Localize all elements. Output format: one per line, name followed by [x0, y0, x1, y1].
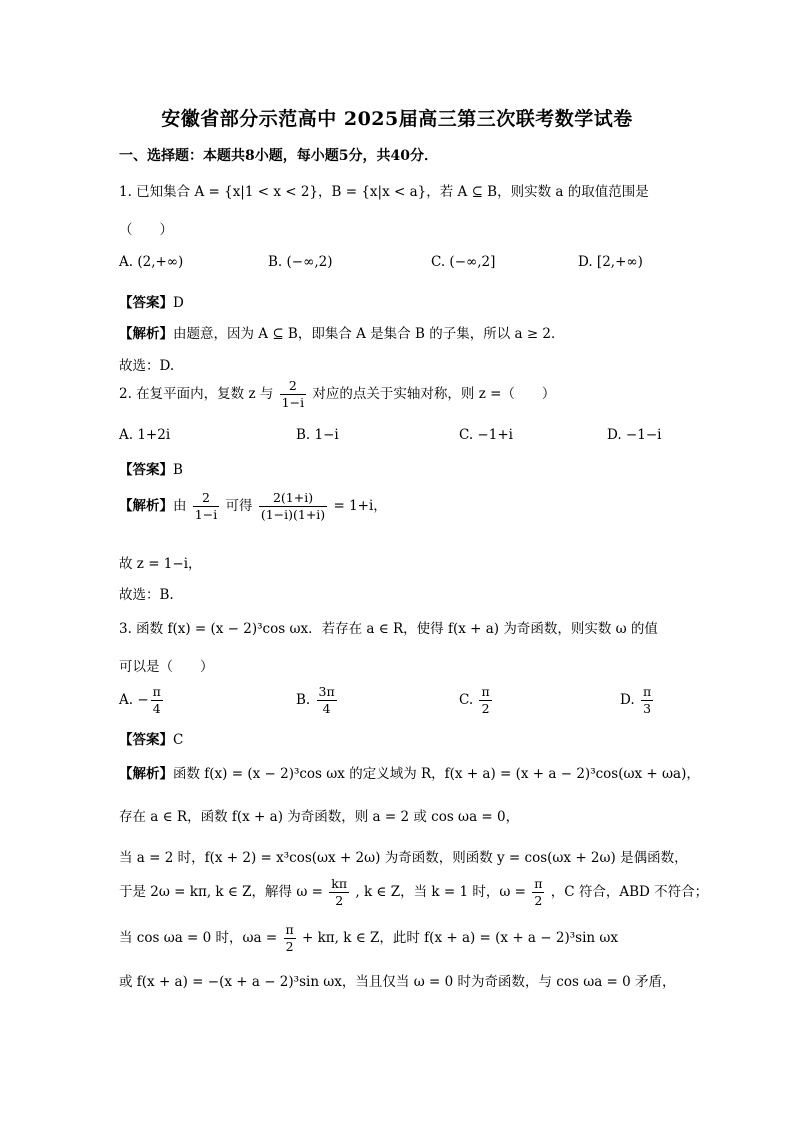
frac-numerator: kπ: [331, 876, 348, 891]
q2-analysis-fraction-2: [259, 490, 327, 523]
q1-paren: （ ）: [119, 222, 173, 238]
frac-denominator: 2: [534, 893, 543, 908]
q2-fraction: [280, 378, 306, 411]
analysis-text: 由题意，因为 A ⊆ B，即集合 A 是集合 B 的子集，所以 a ≥ 2．: [173, 326, 565, 342]
q1-answer: [119, 291, 184, 311]
q1-option-a: A. (2,+∞): [119, 254, 184, 270]
analysis-text: , k ∈ Z，当 k = 1 时，ω =: [355, 884, 526, 900]
frac-numerator: π: [642, 684, 652, 699]
q1-analysis: [119, 322, 565, 342]
q2-option-d: D. −1−i: [607, 427, 662, 443]
answer-label: 【答案】: [119, 732, 173, 748]
frac-numerator: 2: [280, 378, 306, 395]
q2-answer: [119, 458, 183, 478]
analysis-text: + kπ, k ∈ Z，此时 f(x + a) = (x + a − 2)³sin ωx: [302, 930, 618, 946]
q1-option-c: C. (−∞,2]: [431, 254, 496, 270]
option-label: D.: [620, 692, 635, 708]
q2-stem: [119, 378, 555, 411]
q3-answer: [119, 728, 183, 748]
q3-option-d: [620, 684, 655, 717]
q3-analysis-1: [119, 762, 700, 782]
q3-analysis-5: [119, 922, 618, 955]
analysis-label: 【解析】: [119, 766, 173, 782]
frac-denominator: 1−i: [194, 507, 218, 522]
q3-option-b: [296, 684, 339, 717]
frac-denominator: 2: [285, 939, 294, 954]
q3-fraction-pi: [284, 922, 296, 955]
frac-denominator: 2: [335, 893, 344, 908]
analysis-text: 函数 f(x) = (x − 2)³cos ωx 的定义域为 R，f(x + a) = (x + a − 2)³cos(ωx + ωa)，: [173, 766, 700, 782]
q1-option-d: D. [2,+∞): [578, 254, 643, 270]
q1-stem: 1. 已知集合 A = {x|1 < x < 2}，B = {x|x < a}，若 A ⊆ B，则实数 a 的取值范围是: [119, 184, 649, 200]
frac-denominator: 2: [481, 701, 490, 716]
analysis-text: 由: [173, 498, 187, 514]
q3-stem-2: 可以是（ ）: [119, 659, 214, 675]
q2-choose: 故选：B.: [119, 587, 174, 603]
q2-option-b: B. 1−i: [296, 427, 339, 443]
q3-fraction-k: [329, 876, 349, 909]
q2-option-c: C. −1+i: [459, 427, 513, 443]
frac-numerator: 2(1+i): [259, 490, 327, 507]
option-label: B.: [296, 692, 311, 708]
option-fraction: [317, 684, 337, 717]
option-label: A.: [119, 692, 134, 708]
q1-option-b: B. (−∞,2): [268, 254, 333, 270]
frac-numerator: 2: [193, 490, 219, 507]
option-fraction: [479, 684, 491, 717]
frac-numerator: π: [481, 684, 490, 699]
q2-analysis: [119, 490, 387, 523]
q3-fraction-w: [532, 876, 544, 909]
frac-numerator: 3π: [318, 684, 335, 699]
q2-option-a: A. 1+2i: [119, 427, 171, 443]
analysis-text: = 1+i，: [333, 498, 387, 514]
q2-conclusion: 故 z = 1−i，: [119, 556, 202, 572]
option-label: C.: [459, 692, 474, 708]
answer-value: D: [173, 295, 184, 311]
q1-choose: 故选：D.: [119, 358, 175, 374]
analysis-text: 当 cos ωa = 0 时，ωa =: [119, 930, 278, 946]
q3-analysis-4: [119, 876, 708, 909]
exam-title: 安徽省部分示范高中 2025届高三第三次联考数学试卷: [161, 108, 633, 130]
frac-numerator: π: [152, 684, 161, 699]
section-heading: 一、选择题：本题共8小题，每小题5分，共40分．: [119, 148, 438, 164]
q2-analysis-fraction-1: [193, 490, 219, 523]
answer-value: B: [173, 462, 183, 478]
analysis-label: 【解析】: [119, 326, 173, 342]
frac-denominator: 4: [152, 701, 161, 716]
q3-option-a: [119, 684, 165, 717]
option-fraction: [151, 684, 163, 717]
q2-stem-a: 2. 在复平面内，复数 z 与: [119, 386, 274, 402]
answer-label: 【答案】: [119, 462, 173, 478]
frac-denominator: 4: [322, 701, 331, 716]
option-fraction: [641, 684, 653, 717]
q3-analysis-2: 存在 a ∈ R，函数 f(x + a) 为奇函数，则 a = 2 或 cos ωa = 0，: [119, 809, 520, 825]
frac-denominator: (1−i)(1+i): [260, 507, 326, 522]
analysis-text: 于是 2ω = kπ, k ∈ Z，解得 ω =: [119, 884, 323, 900]
option-sign: −: [137, 692, 149, 708]
analysis-text: ，C 符合，ABD 不符合；: [550, 884, 709, 900]
q3-option-c: [459, 684, 494, 717]
q3-stem: 3. 函数 f(x) = (x − 2)³cos ωx．若存在 a ∈ R，使得 f(x + a) 为奇函数，则实数 ω 的值: [119, 621, 658, 637]
frac-numerator: π: [285, 922, 294, 937]
frac-denominator: 1−i: [281, 395, 305, 410]
analysis-text: 可得: [225, 498, 253, 514]
answer-value: C: [173, 732, 184, 748]
frac-denominator: 3: [643, 701, 652, 716]
frac-numerator: π: [534, 876, 543, 891]
q3-analysis-3: 当 a = 2 时，f(x + 2) = x³cos(ωx + 2ω) 为奇函数，则函数 y = cos(ωx + 2ω) 是偶函数，: [119, 850, 688, 866]
q2-stem-b: 对应的点关于实轴对称，则 z =（ ）: [312, 386, 556, 402]
q3-analysis-6: 或 f(x + a) = −(x + a − 2)³sin ωx，当且仅当 ω = 0 时为奇函数，与 cos ωa = 0 矛盾，: [119, 974, 676, 990]
answer-label: 【答案】: [119, 295, 173, 311]
analysis-label: 【解析】: [119, 498, 173, 514]
